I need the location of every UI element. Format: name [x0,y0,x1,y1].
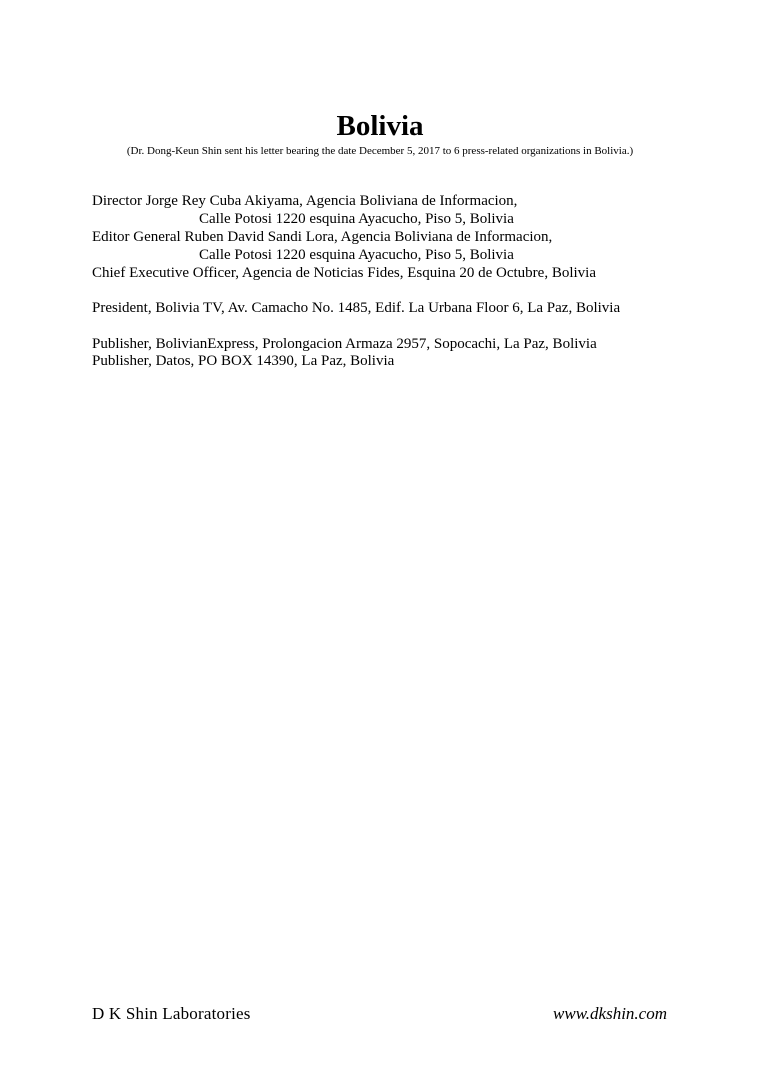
recipient-5: Publisher, BolivianExpress, Prolongacion Armaza 2957, Sopocachi, La Paz, Bolivia [92,336,597,352]
footer-website: www.dkshin.com [553,1004,667,1023]
page-subtitle: (Dr. Dong-Keun Shin sent his letter bearing the date December 5, 2017 to 6 press-related organizations in Bolivia.) [126,145,634,157]
recipient-6: Publisher, Datos, PO BOX 14390, La Paz, Bolivia [92,353,395,369]
recipient-1-line-2: Calle Potosi 1220 esquina Ayacucho, Piso 5, Bolivia [199,211,514,227]
footer-lab-name: D K Shin Laboratories [92,1004,251,1023]
page-title: Bolivia [336,110,424,142]
recipient-4: President, Bolivia TV, Av. Camacho No. 1485, Edif. La Urbana Floor 6, La Paz, Bolivia [92,300,621,316]
recipient-3: Chief Executive Officer, Agencia de Noticias Fides, Esquina 20 de Octubre, Bolivia [92,265,596,281]
recipient-1-line-1: Director Jorge Rey Cuba Akiyama, Agencia Boliviana de Informacion, [92,193,518,209]
recipient-2-line-1: Editor General Ruben David Sandi Lora, Agencia Boliviana de Informacion, [92,229,553,245]
recipient-2-line-2: Calle Potosi 1220 esquina Ayacucho, Piso 5, Bolivia [199,247,514,263]
